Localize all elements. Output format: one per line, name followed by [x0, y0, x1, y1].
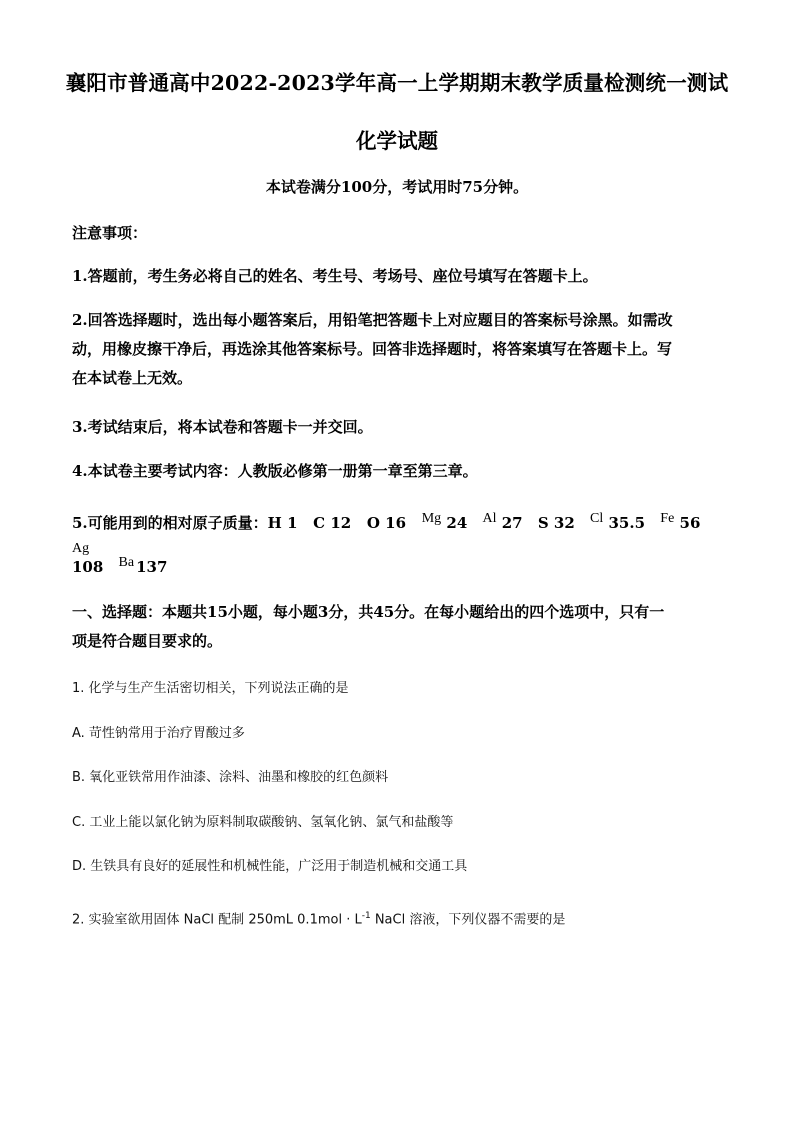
mass-fe: 56 — [679, 514, 701, 532]
notes-heading: 注意事项： — [72, 224, 148, 242]
exam-subject-title: 化学试题 — [356, 129, 438, 153]
note-item-2-line-2: 动，用橡皮擦干净后，再选涂其他答案标号。回答非选择题时，将答案填写在答题卡上。写 — [72, 340, 673, 358]
section-1-heading — [72, 598, 726, 656]
note-item-3: 3.考试结束后，将本试卷和答题卡一并交回。 — [72, 418, 373, 436]
question-2-stem-part-2: NaCl 溶液，下列仪器不需要的是 — [370, 912, 566, 928]
question-2-stem-part-1: 2. 实验室欲用固体 NaCl 配制 250mL 0.1mol · L — [72, 912, 362, 928]
exam-info: 本试卷满分100分，考试用时75分钟。 — [265, 178, 529, 196]
atomic-mass-prefix: 5.可能用到的相对原子质量： — [72, 514, 268, 532]
mass-mg: 24 — [446, 514, 468, 532]
note-item-2-line-1: 2.回答选择题时，选出每小题答案后，用铅笔把答题卡上对应题目的答案标号涂黑。如需改 — [72, 311, 673, 329]
mass-ba: 137 — [136, 558, 168, 576]
mass-ag: 108 — [72, 558, 104, 576]
note-item-5-cont — [72, 553, 726, 583]
note-item-2-line-3: 在本试卷上无效。 — [72, 369, 193, 387]
note-item-4: 4.本试卷主要考试内容：人教版必修第一册第一章至第三章。 — [72, 462, 478, 480]
element-ag: Ag — [72, 541, 90, 556]
question-2-unit-exponent: -1 — [361, 911, 371, 921]
element-al: Al — [482, 511, 497, 526]
element-fe: Fe — [660, 511, 675, 526]
question-1-option-a: A. 苛性钠常用于治疗胃酸过多 — [72, 726, 245, 741]
question-2-stem — [72, 906, 726, 930]
section-1-line-2: 项是符合题目要求的。 — [72, 632, 223, 650]
element-ba: Ba — [118, 555, 135, 570]
element-cl: Cl — [590, 511, 604, 526]
section-1-line-1: 一、选择题：本题共15小题，每小题3分，共45分。在每小题给出的四个选项中，只有一 — [72, 603, 665, 621]
element-mg: Mg — [421, 511, 442, 526]
mass-cl: 35.5 — [608, 514, 646, 532]
question-1-option-d: D. 生铁具有良好的延展性和机械性能，广泛用于制造机械和交通工具 — [72, 859, 468, 874]
note-item-2 — [72, 306, 726, 393]
question-1-option-b: B. 氧化亚铁常用作油漆、涂料、油墨和橡胶的红色颜料 — [72, 770, 389, 785]
question-1-stem: 1. 化学与生产生活密切相关，下列说法正确的是 — [72, 681, 349, 696]
mass-al: 27 — [501, 514, 523, 532]
exam-title: 襄阳市普通高中2022-2023学年高一上学期期末教学质量检测统一测试 — [65, 71, 729, 95]
note-item-1: 1.答题前，考生务必将自己的姓名、考生号、考场号、座位号填写在答题卡上。 — [72, 267, 598, 285]
atomic-mass-hco: H 1 C 12 O 16 — [267, 514, 407, 532]
question-1-option-c: C. 工业上能以氯化钠为原料制取碳酸钠、氢氧化钠、氯气和盐酸等 — [72, 815, 454, 830]
element-s-mass: S 32 — [537, 514, 575, 532]
